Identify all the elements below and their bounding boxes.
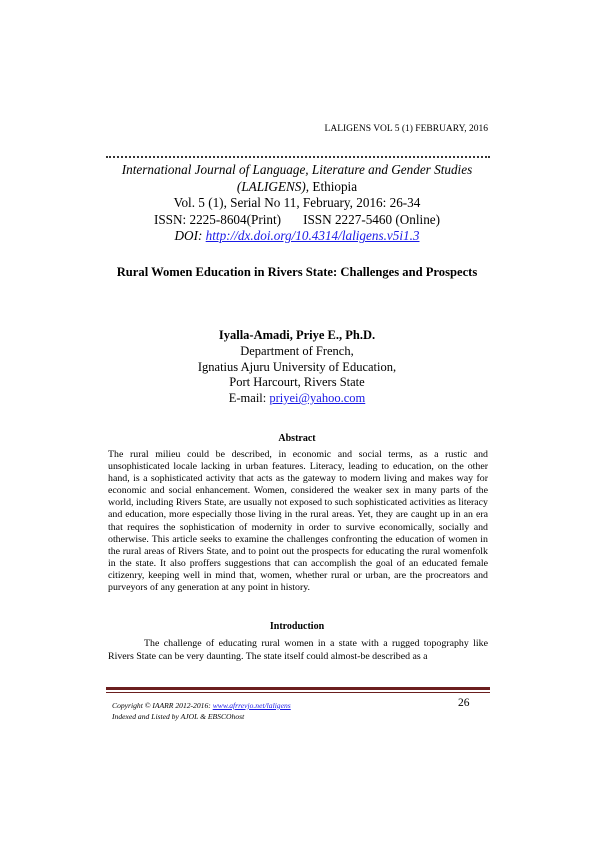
introduction-body [108,638,488,663]
page-number: 26 [458,697,470,709]
introduction-heading: Introduction [269,621,325,632]
running-header: LALIGENS VOL 5 (1) FEBRUARY, 2016 [324,124,488,134]
journal-acronym: (LALIGENS), [236,178,310,194]
author-department: Department of French, [240,343,354,358]
footer-rule-thick [106,687,490,690]
author-name: Iyalla-Amadi, Priye E., Ph.D. [218,328,376,342]
issn-online: ISSN 2227-5460 (Online) [303,211,441,227]
indexing-note: Indexed and Listed by AJOL & EBSCOhost [112,712,245,721]
abstract-heading: Abstract [278,433,316,444]
article-title: Rural Women Education in Rivers State: Challenges and Prospects [116,265,478,279]
footer [112,700,412,722]
abstract-text: The rural milieu could be described, in economic and social terms, as a rustic and unsophisticated locale lacking in urban features. Literacy, leading to education, on the other hand, is a sophisticated activity that acts as the gateway to modern living and makes way for economic and social enhancement. Women, considered the weaker sex in many parts of the world, including Rivers State, are usually not exposed to such sophisticated activities as literacy and education, more especially those living in the rural areas. Yet, they are caught up in an era that requires the sophistication of modernity in order to survive economically, socially and otherwise. This article seeks to examine the challenges confronting the education of women in the rural areas of Rivers State, and to point out the prospects for educating the rural womenfolk in the state. It also proffers suggestions that can accomplish the goal of an educated female citizenry, keeping well in mind that, women, whether rural or urban, are the procreators and purveyors of any generation at any point in history. [108,449,488,594]
email-label: E-mail: [228,391,270,406]
email-link[interactable]: priyei@yahoo.com [269,391,366,406]
journal-name: International Journal of Language, Literature and Gender Studies [121,162,473,177]
journal-info [100,162,494,245]
author-institution: Ignatius Ajuru University of Education, [197,359,397,374]
introduction-paragraph: The challenge of educating rural women in a state with a rugged topography like Rivers State can be very daunting. The state itself could almost-be described as a [108,638,488,662]
author-info [100,328,494,407]
author-city: Port Harcourt, Rivers State [229,375,365,390]
journal-volume: Vol. 5 (1), Serial No 11, February, 2016: 26-34 [173,195,421,211]
issn-print: ISSN: 2225-8604(Print) [153,211,282,227]
header-divider [106,156,490,158]
doi-link[interactable]: http://dx.doi.org/10.4314/laligens.v5i1.3 [205,228,420,244]
journal-location: Ethiopia [309,178,358,194]
journal-website-link[interactable]: www.afrrevjo.net/laligens [212,701,291,710]
doi-label: DOI: [174,228,206,244]
copyright-text: Copyright © IAARR 2012-2016: [112,701,213,710]
footer-rule-thin [106,692,490,693]
